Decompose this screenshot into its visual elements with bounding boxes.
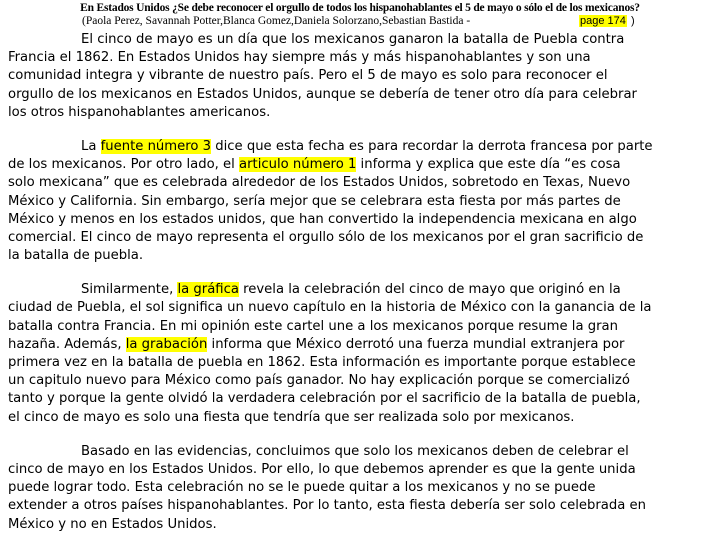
text-segment: comunidad integra y vibrante de nuestro país. Pero el 5 de mayo es solo para reconocer el [8, 68, 608, 84]
paragraph-1 [8, 31, 714, 122]
text-segment: de los mexicanos. Por otro lado, el [8, 157, 240, 173]
highlighted-source-reference: la grabación [125, 336, 208, 352]
text-segment: tanto y porque la gente olvidó la verdadera celebración por el sacrificio de la batalla de puebla, [8, 391, 641, 407]
highlighted-source-reference: la gráfica [177, 282, 239, 298]
text-segment: batalla contra Francia. En mi opinión este cartel une a los mexicanos porque resume la gran [8, 318, 618, 334]
text-segment: cinco de mayo en los Estados Unidos. Por ello, lo que debemos aprender es que la gente unida [8, 461, 636, 477]
text-line [8, 479, 714, 497]
text-segment: El cinco de mayo es un día que los mexicanos ganaron la batalla de Puebla contra [81, 32, 625, 47]
text-segment: México y California. Sin embargo, sería mejor que se celebrara esta fiesta por más partes de [8, 193, 621, 209]
text-line [8, 443, 714, 461]
paragraph-gap [8, 265, 714, 281]
text-segment: primera vez en la batalla de puebla en 1862. Esta información es importante porque establece [8, 355, 636, 370]
text-line [8, 281, 714, 299]
text-segment: Similarmente, [81, 282, 178, 298]
text-segment: hazaña. Además, [8, 336, 126, 352]
text-segment: la batalla de puebla. [8, 248, 144, 264]
text-segment: solo mexicana” que es celebrada alrededor de los Estados Unidos, sobretodo en Texas, Nuevo [8, 175, 631, 191]
text-line [8, 138, 714, 156]
text-segment: orgullo de los mexicanos en Estados Unidos, aunque se debería de tener otro día para celebrar [8, 86, 637, 102]
text-segment: Basado en las evidencias, concluimos que solo los mexicanos deben de celebrar el [81, 443, 629, 459]
highlighted-source-reference: articulo número 1 [239, 157, 357, 173]
page-reference-close-paren: ) [631, 15, 635, 27]
paragraph-gap [8, 427, 714, 443]
highlighted-source-reference: fuente número 3 [100, 138, 212, 154]
text-segment: el cinco de mayo es solo una fiesta que tendría que ser realizada solo por mexicanos. [8, 409, 575, 425]
text-segment: La [81, 138, 101, 154]
text-segment: los otros hispanohablantes americanos. [8, 104, 271, 120]
text-segment: revela la celebración del cinco de mayo que originó en la [238, 282, 621, 298]
text-line [8, 49, 714, 67]
text-line [8, 229, 714, 247]
text-line [8, 497, 714, 515]
text-segment: México y menos en los estados unidos, que han convertido la independencia mexicana en algo [8, 211, 637, 227]
authors-line: (Paola Perez, Savannah Potter,Blanca Gomez,Daniela Solorzano,Sebastian Bastida - [82, 15, 471, 27]
text-line [8, 104, 714, 122]
text-segment: Francia el 1862. En Estados Unidos hay siempre más y más hispanohablantes y son una [8, 50, 591, 66]
paragraph-4 [8, 443, 714, 534]
text-line [8, 409, 714, 427]
text-segment: ciudad de Puebla, el sol significa un nuevo capítulo en la historia de México con la ganancia de la [8, 300, 652, 316]
text-line [8, 174, 714, 192]
text-segment: un capitulo nuevo para México como país ganador. No hay explicación porque se comercializó [8, 373, 630, 389]
paragraph-3 [8, 281, 714, 427]
text-line [8, 31, 714, 49]
text-line [8, 299, 714, 317]
text-line [8, 156, 714, 174]
text-line [8, 354, 714, 372]
text-line [8, 193, 714, 211]
text-segment: informa y explica que este día “es cosa [356, 157, 621, 173]
text-line [8, 461, 714, 479]
text-line [8, 390, 714, 408]
text-segment: extender a otros países hispanohablantes. Por lo tanto, esta fiesta debería ser solo celebrada en [8, 498, 646, 514]
paragraph-2 [8, 138, 714, 265]
paragraph-gap [8, 122, 714, 138]
text-line [8, 86, 714, 104]
text-line [8, 372, 714, 390]
text-segment: informa que México derrotó una fuerza mundial extranjera por [207, 336, 625, 352]
text-line [8, 67, 714, 85]
document-title: En Estados Unidos ¿Se debe reconocer el orgullo de todos los hispanohablantes el 5 de mayo o sólo el de los mexicanos? [80, 2, 640, 14]
text-line [8, 211, 714, 229]
text-segment: puede lograr todo. Esta celebración no se le puede quitar a los mexicanos y no se puede [8, 480, 596, 496]
text-line [8, 247, 714, 265]
text-segment: México y no en Estados Unidos. [8, 516, 217, 532]
page-reference-highlight: page 174 [580, 15, 626, 27]
essay-body [8, 31, 714, 534]
text-segment: comercial. El cinco de mayo representa el orgullo sólo de los mexicanos por el gran sacrificio de [8, 229, 644, 245]
text-line [8, 516, 714, 534]
text-segment: dice que esta fecha es para recordar la derrota francesa por parte [211, 138, 653, 154]
text-line [8, 318, 714, 336]
text-line [8, 336, 714, 354]
